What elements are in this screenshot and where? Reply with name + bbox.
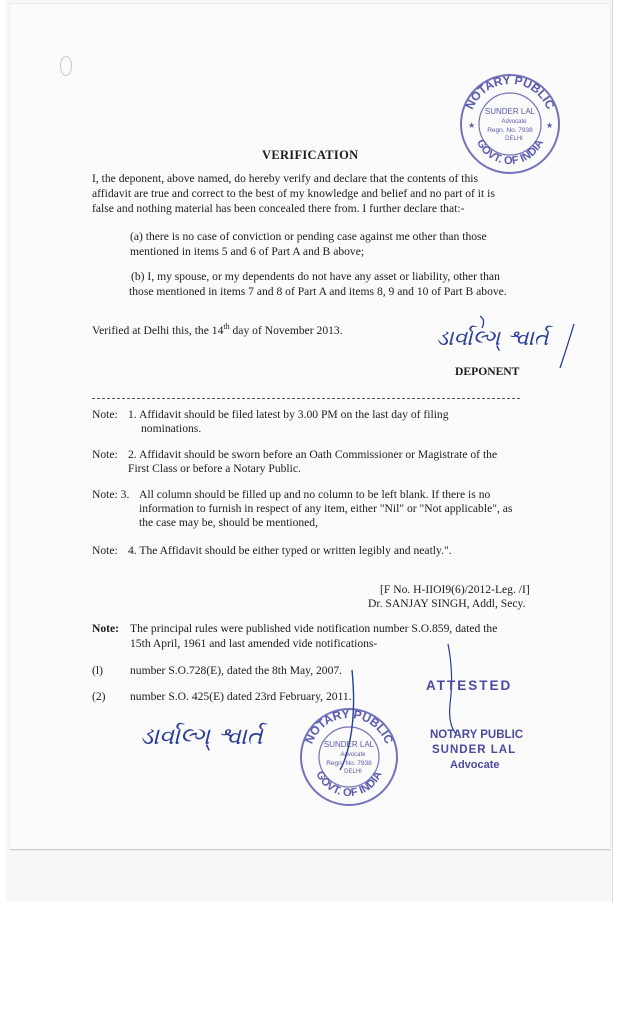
stamp-top-city: DELHI — [505, 136, 523, 142]
deponent-label: DEPONENT — [455, 365, 520, 378]
deponent-signature: ડાર્વાલ્ગ્ શ્વાર્ત — [436, 326, 549, 351]
stamp-bottom-city: DELHI — [344, 769, 362, 775]
stamp-top-arc-text: NOTARY PUBLIC — [462, 72, 558, 112]
rules-note-line-2: 15th April, 1961 and last amended vide notifications- — [130, 637, 378, 650]
dashed-separator — [92, 398, 520, 399]
signature-flourish — [470, 310, 590, 370]
verification-title: VERIFICATION — [262, 148, 359, 162]
verification-paragraph-line-3: false and nothing material has been concealed there from. I further declare that:- — [92, 202, 465, 215]
item-a-line-2: mentioned in items 5 and 6 of Part A and B above; — [130, 245, 365, 258]
note-4-line: 4. The Affidavit should be either typed or written legibly and neatly.". — [128, 544, 452, 557]
item-a-line-1: (a) there is no case of conviction or pending case against me other than those — [130, 230, 487, 243]
stamp-bottom-arc-text: NOTARY PUBLIC — [301, 706, 397, 746]
file-number: [F No. H-IIOI9(6)/2012-Leg. /I] — [380, 583, 530, 596]
svg-text:GOVT. OF INDIA — [474, 138, 546, 168]
rule-item-1-number: (l) — [92, 664, 103, 677]
signatory-name: Dr. SANJAY SINGH, Addl, Secy. — [368, 597, 526, 610]
stamp-top-regn: Regn. No. 7938 — [487, 127, 533, 134]
rules-note-label: Note: — [92, 622, 120, 635]
note-2-line-2: First Class or before a Notary Public. — [128, 462, 301, 475]
note-3-line-2: information to furnish in respect of any item, either "Nil" or "Not applicable", as — [139, 502, 513, 515]
item-b-line-2: those mentioned in items 7 and 8 of Part A and items 8, 9 and 10 of Part B above. — [129, 285, 507, 298]
verification-paragraph-line-2: affidavit are true and correct to the best of my knowledge and belief and no part of it is — [92, 187, 495, 200]
note-2-line-1: 2. Affidavit should be sworn before an Oath Commissioner or Magistrate of the — [128, 448, 498, 461]
note-4-prefix: Note: — [92, 544, 118, 557]
rule-item-2-number: (2) — [92, 690, 106, 703]
stamp-bottom-bottom-arc-text: GOVT. OF INDIA — [313, 769, 385, 800]
verified-at-line: Verified at Delhi this, the 14th day of November 2013. — [92, 322, 343, 337]
stamp-top-bottom-arc-text: GOVT. OF INDIA — [473, 137, 547, 168]
note-1-line-2: nominations. — [141, 422, 202, 435]
notary-stamp-top — [458, 72, 562, 176]
item-b-line-1: (b) I, my spouse, or my dependents do not have any asset or liability, other than — [131, 270, 500, 283]
stamp-star-icon: ★ — [546, 121, 554, 130]
note-3-prefix: Note: 3. — [92, 488, 130, 501]
rule-item-1-text: number S.O.728(E), dated the 8th May, 2007. — [130, 664, 343, 677]
attested-advocate: Advocate — [450, 759, 500, 771]
attested-label: ATTESTED — [426, 678, 513, 693]
attested-notary-public: NOTARY PUBLIC — [430, 729, 524, 741]
rules-note-line-1: The principal rules were published vide notification number S.O.859, dated the — [130, 622, 498, 635]
punch-hole-mark — [60, 56, 72, 76]
verification-paragraph-line-1: I, the deponent, above named, do hereby verify and declare that the contents of this — [92, 172, 478, 185]
attested-name: SUNDER LAL — [432, 744, 517, 756]
note-3-line-1: All column should be filled up and no column to be left blank. If there is no — [139, 488, 491, 501]
stamp-bottom-regn: Regn. No. 7938 — [326, 760, 372, 767]
svg-text:NOTARY PUBLIC — [462, 73, 557, 112]
note-1-prefix: Note: — [92, 408, 118, 421]
stamp-bottom-name: SUNDER LAL — [323, 740, 375, 749]
stamp-top-advocate: Advocate — [501, 119, 527, 125]
stamp-bottom-advocate: Advocate — [340, 752, 366, 758]
stamp-star-icon: ★ — [468, 121, 476, 130]
note-3-line-3: the case may be, should be mentioned, — [139, 516, 319, 529]
rule-item-2-text: number S.O. 425(E) dated 23rd February, 2011. — [130, 690, 352, 703]
stamp-top-name: SUNDER LAL — [484, 107, 536, 116]
note-1-line-1: 1. Affidavit should be filed latest by 3.00 PM on the last day of filing — [128, 408, 449, 421]
bottom-signature: ડાર્વાલ્ગ્ શ્વાર્ત — [140, 722, 263, 750]
note-2-prefix: Note: — [92, 448, 118, 461]
